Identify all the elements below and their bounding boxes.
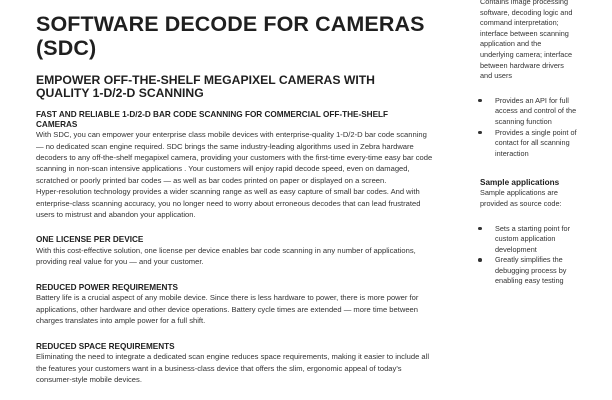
list-item-line: Sets a starting point for xyxy=(495,223,571,233)
section-reduced-space xyxy=(36,342,456,386)
sidebar-line: between hardware drivers xyxy=(480,60,564,70)
bullet-icon xyxy=(478,99,482,103)
body-line: Eliminating the need to integrate a dedicated scan engine reduces space requirements, making it easier to include all xyxy=(36,352,430,362)
section-body xyxy=(36,245,456,268)
sidebar-line: underlying camera; interface xyxy=(480,49,573,59)
body-line: With SDC, you can empower your enterprise class mobile devices with enterprise-quality 1-D/2-D bar code scanning xyxy=(36,130,427,140)
section-heading xyxy=(36,110,456,129)
sidebar-line: software, decoding logic and xyxy=(480,7,573,17)
title-line: (SDC) xyxy=(36,36,97,60)
list-item-line: interaction xyxy=(495,148,529,158)
section-fast-reliable xyxy=(36,110,456,220)
subtitle-line: EMPOWER OFF-THE-SHELF MEGAPIXEL CAMERAS WITH xyxy=(36,73,375,87)
heading-line: CAMERAS xyxy=(36,119,78,129)
list-item-line: enabling easy testing xyxy=(495,276,564,286)
section-reduced-power xyxy=(36,283,456,327)
body-line: enterprise-class scanning accuracy, you no longer need to worry about erroneous decodes that can lead frustrated xyxy=(36,198,421,208)
list-item xyxy=(480,255,608,287)
list-item-line: access and control of the xyxy=(495,106,577,116)
section-heading: REDUCED SPACE REQUIREMENTS xyxy=(36,341,175,351)
body-line: consumer-style mobile devices. xyxy=(36,375,142,385)
sidebar-line: Contains image processing xyxy=(480,0,569,6)
page-title xyxy=(36,12,456,60)
sidebar-line: and users xyxy=(480,71,513,81)
list-item-line: development xyxy=(495,244,537,254)
title-line: SOFTWARE DECODE FOR CAMERAS xyxy=(36,12,425,36)
page-subtitle xyxy=(36,74,456,100)
list-item xyxy=(480,224,608,256)
section-body xyxy=(36,129,456,220)
list-item-line: Provides an API for full xyxy=(495,95,569,105)
body-line: scratched or poorly printed bar codes — as well as bar codes printed on paper or displayed on a screen. xyxy=(36,175,387,185)
list-item-line: contact for all scanning xyxy=(495,138,570,148)
body-line: With this cost-effective solution, one license per device enables bar code scanning in any number of applications, xyxy=(36,246,416,256)
list-item-line: custom application xyxy=(495,234,556,244)
body-line: charges translates into ample power for a full shift. xyxy=(36,316,206,326)
subtitle-line: QUALITY 1-D/2-D SCANNING xyxy=(36,86,204,100)
sidebar-line: interface between scanning xyxy=(480,28,569,38)
list-item xyxy=(480,96,608,128)
body-line: the features your customers want in a business-class device that offers the slim, ergonomic appeal of today's xyxy=(36,363,402,373)
sidebar xyxy=(480,0,608,287)
sidebar-feature-list xyxy=(480,96,608,160)
body-line: Battery life is a crucial aspect of any mobile device. Since there is less hardware to power, there is more power for xyxy=(36,293,419,303)
list-item-line: debugging process by xyxy=(495,265,567,275)
sidebar-line: command interpretation; xyxy=(480,18,559,28)
heading-line: FAST AND RELIABLE 1-D/2-D BAR CODE SCANNING FOR COMMERCIAL OFF-THE-SHELF xyxy=(36,110,389,119)
bullet-icon xyxy=(478,258,482,262)
body-line: providing real value for you — and your customer. xyxy=(36,257,204,267)
main-column xyxy=(36,0,456,385)
list-item xyxy=(480,128,608,160)
body-line: users to mistrust and abandon your application. xyxy=(36,210,196,220)
sidebar-line: application and the xyxy=(480,39,542,49)
body-line: scanning in non-scan intensive applications . Your customers will enjoy rapid decode speed, even on damaged, xyxy=(36,164,410,174)
list-item-line: Greatly simplifies the xyxy=(495,255,563,265)
section-one-license xyxy=(36,235,456,267)
body-line: — no dedicated scan engine required. SDC brings the same industry-leading algorithms used in Zebra hardware xyxy=(36,141,414,151)
body-line: decoders to any off-the-shelf megapixel camera, providing your customers with the first-time every-time easy bar code xyxy=(36,153,433,162)
list-item-line: Provides a single point of xyxy=(495,127,577,137)
sidebar-description xyxy=(480,188,608,209)
list-item-line: scanning function xyxy=(495,116,552,126)
sidebar-sample-list xyxy=(480,224,608,288)
bullet-icon xyxy=(478,131,482,135)
sidebar-line: provided as source code: xyxy=(480,198,562,208)
bullet-icon xyxy=(478,227,482,231)
section-body xyxy=(36,351,456,385)
sidebar-intro xyxy=(480,0,608,82)
sidebar-line: Sample applications are xyxy=(480,188,558,198)
section-heading: ONE LICENSE PER DEVICE xyxy=(36,235,144,245)
sidebar-heading: Sample applications xyxy=(480,178,560,188)
section-heading: REDUCED POWER REQUIREMENTS xyxy=(36,282,178,292)
body-line: Hyper-resolution technology provides a wider scanning range as well as easy capture of small bar codes. And with xyxy=(36,187,420,197)
section-body xyxy=(36,292,456,326)
body-line: applications, other hardware and other device operations. Battery cycle times are extended — more time between xyxy=(36,304,419,314)
